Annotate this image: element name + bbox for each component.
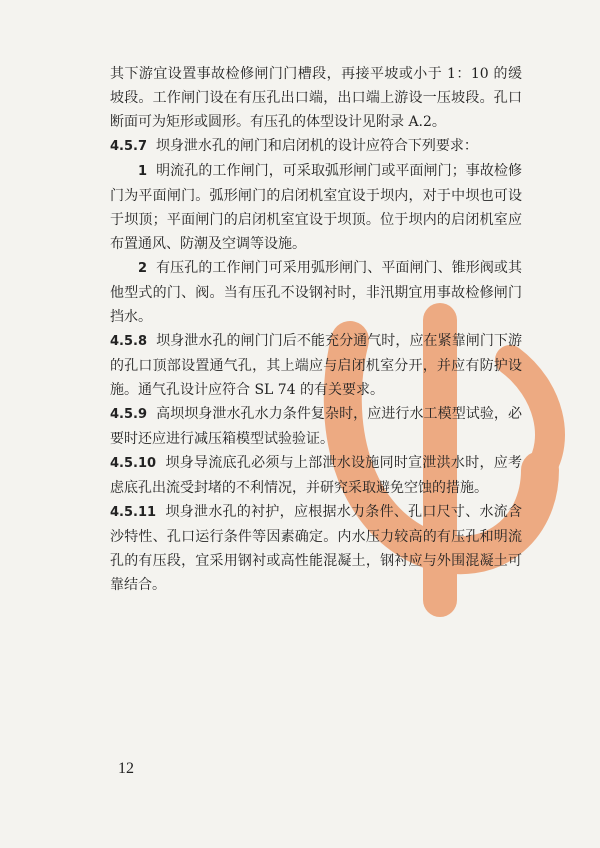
clause-number: 4.5.7: [110, 139, 148, 154]
clause-number: 4.5.10: [110, 456, 157, 471]
clause-text: 坝身泄水孔的闸门门后不能充分通气时，应在紧靠闸门下游的孔口顶部设置通气孔，其上端应与启闭机室分开，并应有防护设施。通气孔设计应符合 SL 74 的有关要求。: [110, 333, 523, 398]
clause-4-5-8: [110, 329, 522, 402]
item-1: [110, 159, 522, 256]
clause-text: 坝身泄水孔的衬护，应根据水力条件、孔口尺寸、水流含沙特性、孔口运行条件等因素确定。内水压力较高的有压孔和明流孔的有压段，宜采用钢衬或高性能混凝土，钢衬应与外围混凝土可靠结合。: [110, 504, 523, 593]
item-text: 明流孔的工作闸门，可采取弧形闸门或平面闸门；事故检修门为平面闸门。弧形闸门的启闭机室宜设于坝内，对于中坝也可设于坝顶；平面闸门的启闭机室宜设于坝顶。位于坝内的启闭机室应布置通风、防潮及空调等设施。: [110, 163, 523, 252]
clause-4-5-9: [110, 402, 522, 451]
item-text: 有压孔的工作闸门可采用弧形闸门、平面闸门、锥形阀或其他型式的门、阀。当有压孔不设钢衬时，非汛期宜用事故检修闸门挡水。: [110, 260, 523, 325]
paragraph-continuation: [110, 62, 522, 134]
paragraph-text: 其下游宜设置事故检修闸门门槽段，再接平坡或小于 1：10 的缓坡段。工作闸门设在有压孔出口端，出口端上游设一压坡段。孔口断面可为矩形或圆形。有压孔的体型设计见附录 A.2。: [110, 66, 522, 130]
page-number: 12: [118, 760, 134, 777]
clause-text: 坝身泄水孔的闸门和启闭机的设计应符合下列要求：: [155, 138, 478, 154]
clause-text: 高坝坝身泄水孔水力条件复杂时，应进行水工模型试验，必要时还应进行减压箱模型试验验证。: [110, 406, 523, 447]
item-number: 2: [138, 261, 148, 276]
clause-number: 4.5.9: [110, 407, 148, 422]
clause-number: 4.5.11: [110, 505, 157, 520]
clause-4-5-11: [110, 500, 522, 597]
clause-text: 坝身导流底孔必须与上部泄水设施同时宣泄洪水时，应考虑底孔出流受封堵的不利情况，并研究采取避免空蚀的措施。: [110, 455, 523, 496]
clause-number: 4.5.8: [110, 334, 148, 349]
clause-4-5-10: [110, 451, 522, 500]
item-2: [110, 256, 522, 329]
clause-4-5-7: [110, 134, 522, 159]
body-text: [110, 62, 522, 597]
item-number: 1: [138, 164, 148, 179]
